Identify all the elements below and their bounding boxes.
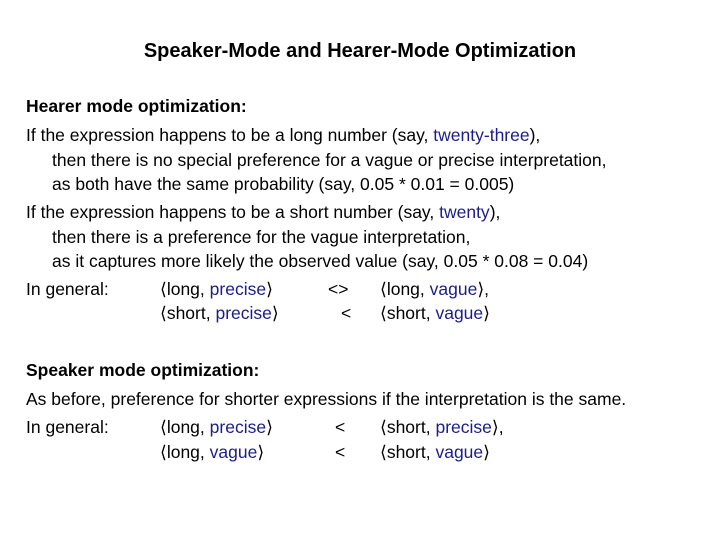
speaker-general-label: In general: — [26, 417, 109, 437]
hearer-row1-left: ⟨long, precise⟩ — [160, 279, 273, 299]
example-short-number: twenty — [439, 202, 490, 222]
hearer-row1-relation: <> — [328, 279, 349, 299]
speaker-row2-right: ⟨short, vague⟩ — [380, 442, 490, 462]
hearer-row2-left: ⟨short, precise⟩ — [160, 303, 279, 323]
hearer-p2-line2: then there is a preference for the vague interpretation, — [52, 227, 471, 247]
hearer-row2-right: ⟨short, vague⟩ — [380, 303, 490, 323]
speaker-row1-left: ⟨long, precise⟩ — [160, 417, 273, 437]
speaker-line1: As before, preference for shorter expressions if the interpretation is the same. — [26, 389, 627, 409]
speaker-heading: Speaker mode optimization: — [26, 360, 260, 380]
example-long-number: twenty-three — [433, 125, 530, 145]
slide-title: Speaker-Mode and Hearer-Mode Optimization — [143, 40, 577, 62]
hearer-row2-relation: < — [341, 303, 352, 323]
hearer-heading: Hearer mode optimization: — [26, 96, 247, 116]
speaker-row1-right: ⟨short, precise⟩, — [380, 417, 504, 437]
hearer-p2-line3: as it captures more likely the observed value (say, 0.05 * 0.08 = 0.04) — [52, 251, 589, 271]
hearer-row1-right: ⟨long, vague⟩, — [380, 279, 490, 299]
hearer-p1-line1: If the expression happens to be a long number (say, twenty-three), — [26, 125, 541, 145]
hearer-p2-line1: If the expression happens to be a short number (say, twenty), — [26, 202, 501, 222]
hearer-general-label: In general: — [26, 279, 109, 299]
speaker-row1-relation: < — [335, 417, 346, 437]
speaker-row2-relation: < — [335, 442, 346, 462]
speaker-row2-left: ⟨long, vague⟩ — [160, 442, 265, 462]
hearer-p1-line3: as both have the same probability (say, 0.05 * 0.01 = 0.005) — [52, 174, 515, 194]
hearer-p1-line2: then there is no special preference for a vague or precise interpretation, — [52, 150, 607, 170]
